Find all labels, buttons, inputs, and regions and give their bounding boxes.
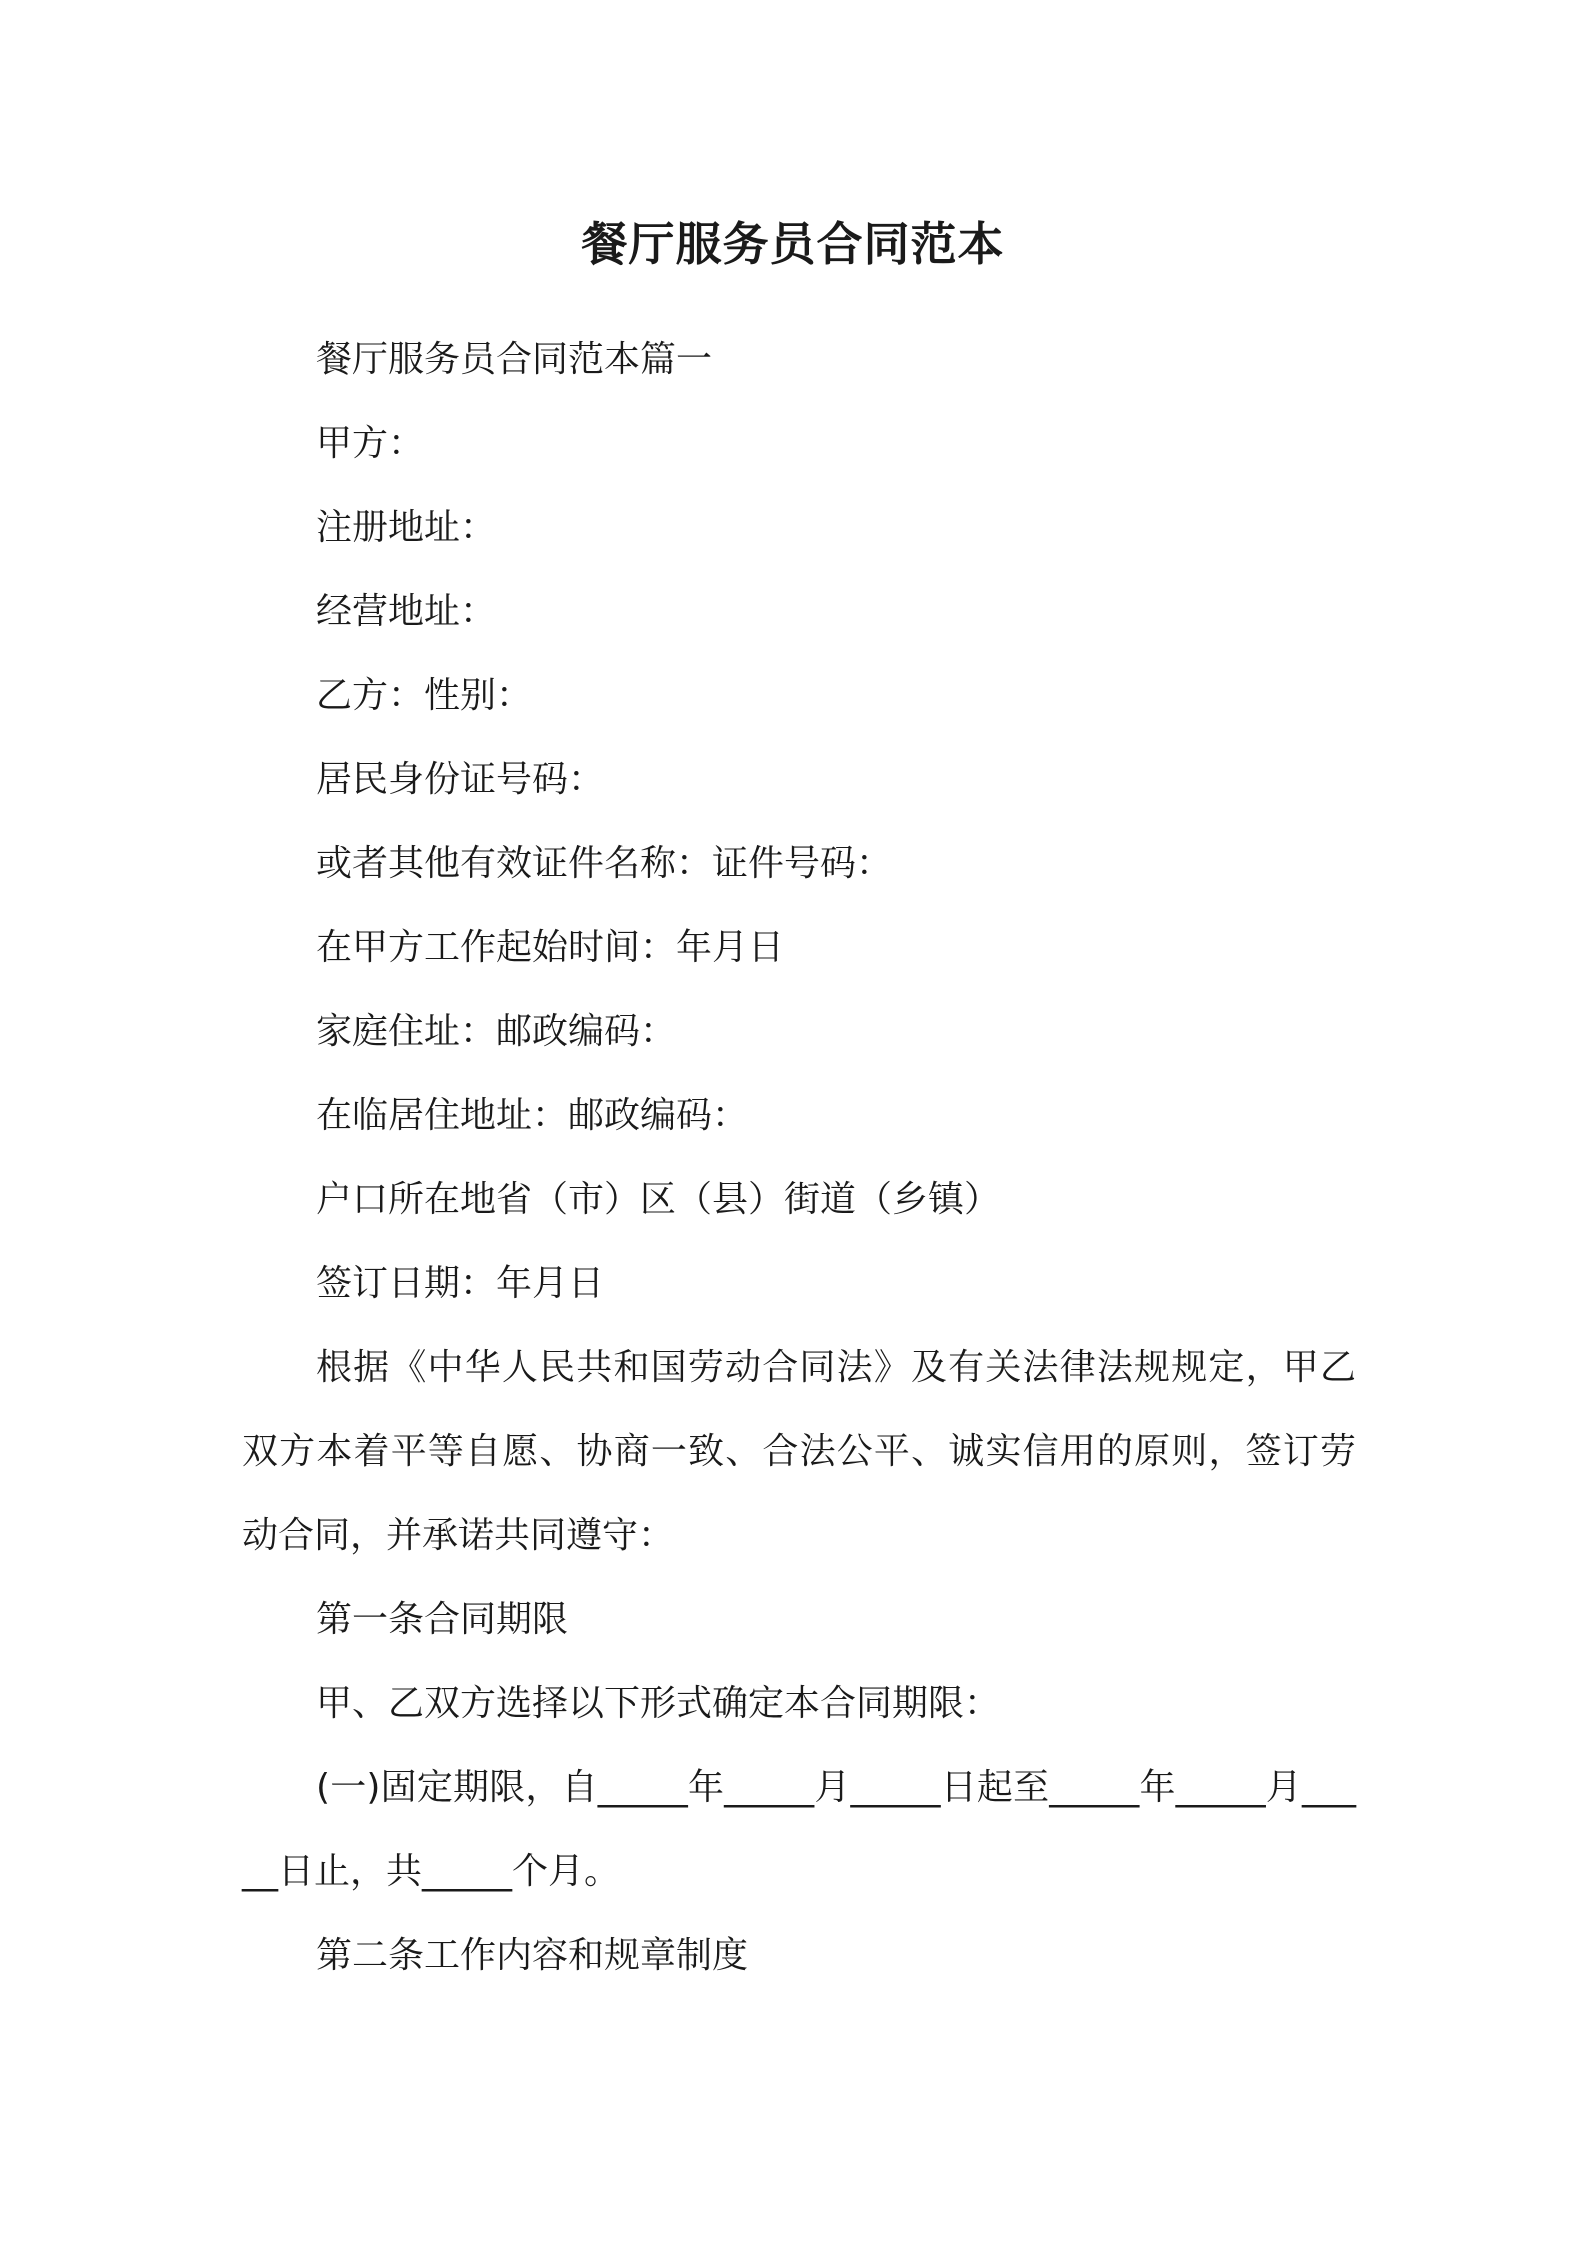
signing-date-field: 签订日期：年月日 (316, 1263, 605, 1304)
home-address-field: 家庭住址：邮政编码： (316, 1011, 677, 1052)
other-id-field: 或者其他有效证件名称：证件号码： (316, 843, 893, 884)
article-2-heading: 第二条工作内容和规章制度 (316, 1935, 749, 1976)
registered-address-field: 注册地址： (316, 507, 497, 548)
start-date-field: 在甲方工作起始时间：年月日 (316, 927, 785, 968)
party-b-gender-field: 乙方：性别： (316, 675, 533, 716)
preamble-paragraph: 根据《中华人民共和国劳动合同法》及有关法律法规规定，甲乙双方本着平等自愿、协商一致、合法公平、诚实信用的原则，签订劳动合同，并承诺共同遵守： (242, 1347, 1356, 1556)
party-a-field: 甲方： (316, 423, 425, 464)
temp-address-field: 在临居住地址：邮政编码： (316, 1095, 749, 1136)
id-number-field: 居民身份证号码： (316, 759, 605, 800)
article-1-intro: 甲、乙双方选择以下形式确定本合同期限： (316, 1683, 1001, 1724)
document-title: 餐厅服务员合同范本 (581, 217, 1005, 271)
fixed-term-clause: (一)固定期限，自_____年_____月_____日起至_____年_____月_____日止，共_____个月。 (242, 1767, 1356, 1892)
article-1-heading: 第一条合同期限 (316, 1599, 569, 1640)
document-body (242, 318, 1356, 1998)
business-address-field: 经营地址： (316, 591, 497, 632)
household-registration-field: 户口所在地省（市）区（县）街道（乡镇） (316, 1179, 1001, 1220)
section-heading: 餐厅服务员合同范本篇一 (316, 339, 713, 380)
